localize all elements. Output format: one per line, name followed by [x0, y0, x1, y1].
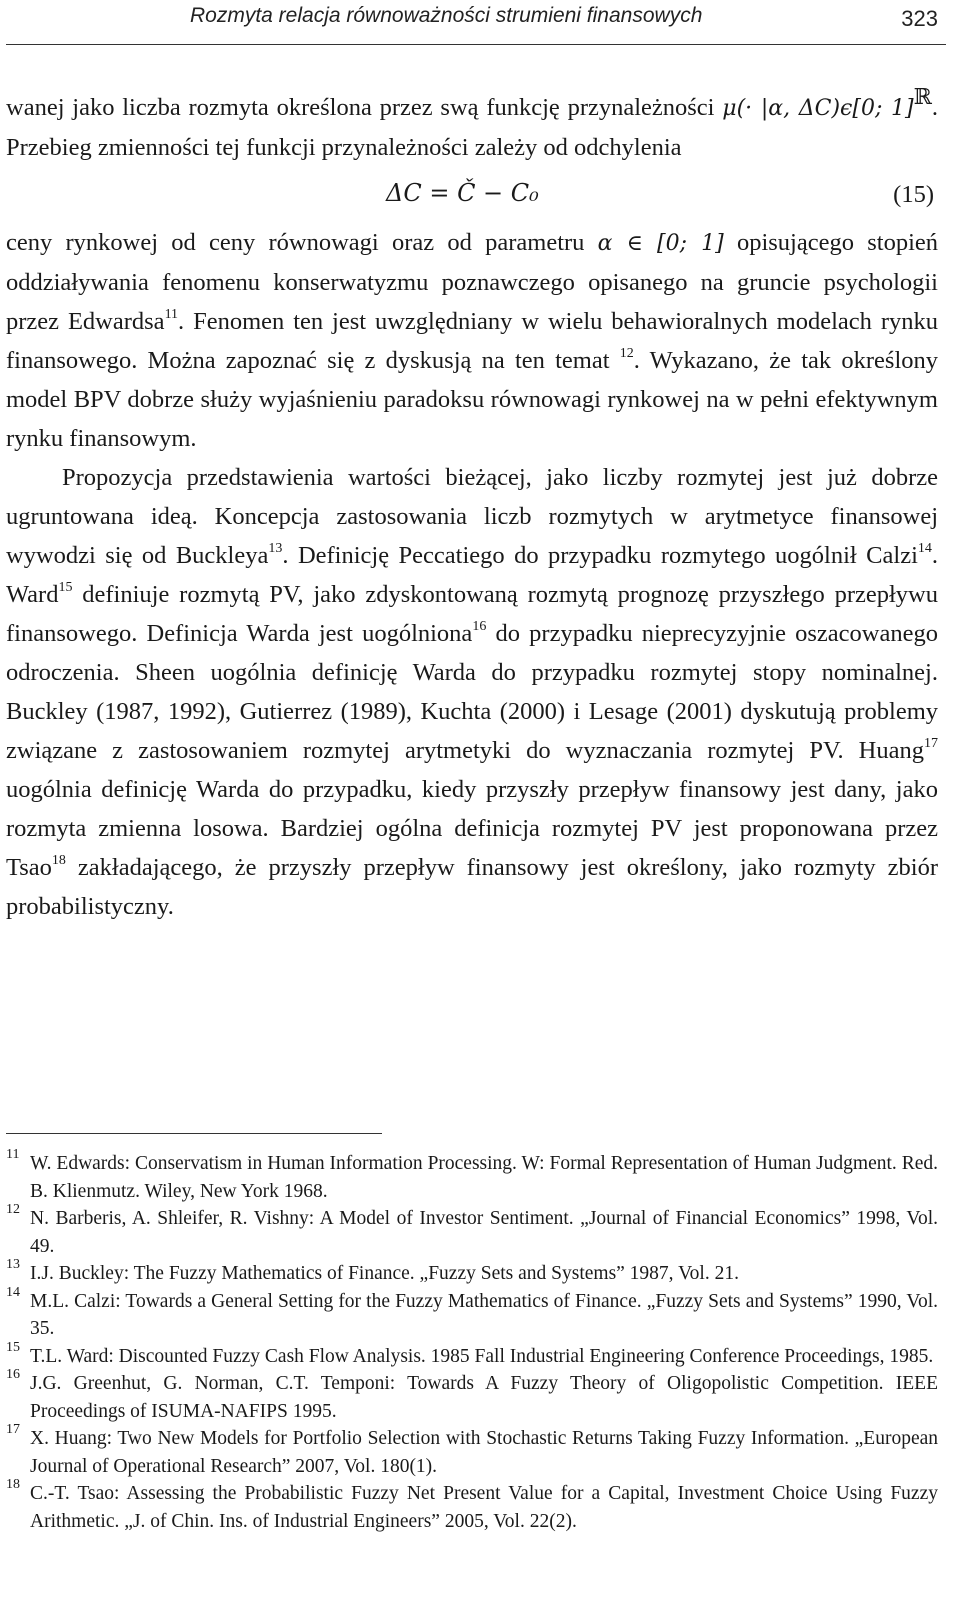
footnote-ref[interactable]: 16 — [472, 619, 487, 634]
footnote-number: 13 — [6, 1257, 20, 1272]
text-span: Propozycja przedstawienia wartości bieżącej, jako liczby rozmytej jest już dobrze ugruntowana ideą. Koncepcja zastosowania liczb rozmytych w arytmetyce finansowej wywodzi się od Buckleya — [6, 464, 938, 569]
footnote-item — [6, 1257, 938, 1288]
footnotes — [6, 1147, 938, 1535]
footnote-number: 14 — [6, 1284, 20, 1300]
footnote-ref[interactable]: 13 — [268, 541, 283, 556]
footnote-ref[interactable]: 11 — [164, 307, 179, 322]
running-title: Rozmyta relacja równoważności strumieni finansowych — [190, 4, 703, 27]
footnote-number: 11 — [6, 1147, 20, 1162]
text-span: . Fenomen ten jest uwzględniany w wielu behawioralnych modelach rynku finansowego. Można zapoznać się z dyskusją na ten temat — [6, 308, 939, 374]
footnote-text: X. Huang: Two New Models for Portfolio Selection with Stochastic Returns Taking Fuzzy Information. „European Journal of Operational Research” 2007, Vol. 180(1). — [30, 1428, 938, 1477]
footnote-item — [6, 1477, 938, 1535]
text-span: opisującego stopień oddziaływania fenomenu konserwatyzmu poznawczego opisanego na gruncie psychologii przez Edwardsa — [6, 229, 939, 335]
text-span: wanej jako liczba rozmyta określona przez swą funkcję przynależności — [6, 94, 715, 121]
footnote-number: 18 — [6, 1477, 20, 1492]
footnote-text: J.G. Greenhut, G. Norman, C.T. Temponi: Towards A Fuzzy Theory of Oligopolistic Competition. IEEE Proceedings of ISUMA-NAFIPS 1995. — [30, 1373, 938, 1422]
page-number: 323 — [901, 6, 938, 31]
footnote-item — [6, 1367, 938, 1425]
alpha-range-formula: α ∈ [0; 1] — [597, 231, 724, 256]
footnote-item — [6, 1147, 938, 1205]
footnote-item — [6, 1339, 938, 1371]
footnote-ref[interactable]: 18 — [51, 853, 66, 868]
text-span: do przypadku nieprecyzyjnie oszacowanego odroczenia. Sheen uogólnia definicję Warda do przypadku rozmytej stopy nominalnej. Buckley (1987, 1992), Gutierrez (1989), Kuchta (2000) i Lesage (2001) dyskutują problemy związane z zastosowaniem rozmytej arytmetyki do wyznaczania rozmytej PV. Huang — [6, 620, 938, 764]
footnote-text: M.L. Calzi: Towards a General Setting for the Fuzzy Mathematics of Finance. „Fuzzy Sets and Systems” 1990, Vol. 35. — [30, 1290, 938, 1339]
equation-15 — [6, 167, 938, 223]
text-span: . Definicję Peccatiego do przypadku rozmytego uogólnił Calzi — [282, 542, 918, 569]
text-span: . Wykazano, że tak określony model BPV dobrze służy wyjaśnieniu paradoksu równowagi rynkowej na w pełni efektywnym rynku finansowym. — [6, 347, 939, 452]
text-span: zakładającego, że przyszły przepływ finansowy jest określony, jako rozmyty zbiór probabilistyczny. — [6, 854, 938, 920]
footnote-number: 12 — [6, 1202, 20, 1217]
footnote-text: T.L. Ward: Discounted Fuzzy Cash Flow Analysis. 1985 Fall Industrial Engineering Conference Proceedings, 1985. — [30, 1345, 934, 1367]
footnote-item — [6, 1202, 938, 1260]
footnote-ref[interactable]: 12 — [619, 346, 634, 361]
footnote-text: C.-T. Tsao: Assessing the Probabilistic Fuzzy Net Present Value for a Capital, Investment Choice Using Fuzzy Arithmetic. „J. of Chin. Ins. of Industrial Engineers” 2005, Vol. 22(2). — [30, 1483, 938, 1532]
page-header — [6, 0, 946, 45]
membership-function-formula: μ(· |α, ΔC)ϵ[0; 1] — [722, 96, 914, 121]
footnote-item — [6, 1284, 938, 1343]
footnote-separator — [6, 1133, 382, 1134]
formula-superscript: ℝ — [913, 85, 932, 110]
text-span: . Ward — [6, 542, 938, 608]
text-span: definiuje rozmytą PV, jako zdyskontowaną rozmytą prognozę przyszłego przepływu finansowego. Definicja Warda jest uogólniona — [6, 581, 938, 647]
footnote-number: 16 — [6, 1367, 20, 1382]
body-text — [6, 85, 939, 926]
footnote-number: 15 — [6, 1339, 20, 1355]
equation-body: ΔC = Č − C₀ — [386, 179, 539, 207]
footnote-ref[interactable]: 17 — [924, 736, 938, 751]
footnote-ref[interactable]: 15 — [58, 580, 73, 595]
footnote-text: N. Barberis, A. Shleifer, R. Vishny: A Model of Investor Sentiment. „Journal of Financial Economics” 1998, Vol. 49. — [30, 1208, 938, 1257]
footnote-ref[interactable]: 14 — [917, 541, 932, 556]
footnote-item — [6, 1422, 938, 1480]
text-span: uogólnia definicję Warda do przypadku, kiedy przyszły przepływ finansowy jest dany, jako rozmyta zmienna losowa. Bardziej ogólna definicja rozmytej PV jest proponowana przez Tsao — [6, 776, 938, 881]
text-span: ceny rynkowej od ceny równowagi oraz od parametru — [6, 229, 585, 256]
footnote-text: W. Edwards: Conservatism in Human Information Processing. W: Formal Representation of Human Judgment. Red. B. Klienmutz. Wiley, New York 1968. — [30, 1153, 938, 1202]
footnote-number: 17 — [6, 1422, 20, 1437]
paragraph-3 — [6, 458, 938, 926]
equation-number: (15) — [893, 181, 934, 208]
text-span: . Przebieg zmienności tej funkcji przynależności zależy od odchylenia — [6, 94, 939, 161]
footnote-text: I.J. Buckley: The Fuzzy Mathematics of Finance. „Fuzzy Sets and Systems” 1987, Vol. 21. — [30, 1263, 739, 1284]
paragraph-2 — [6, 223, 938, 458]
paragraph-1 — [6, 85, 939, 167]
